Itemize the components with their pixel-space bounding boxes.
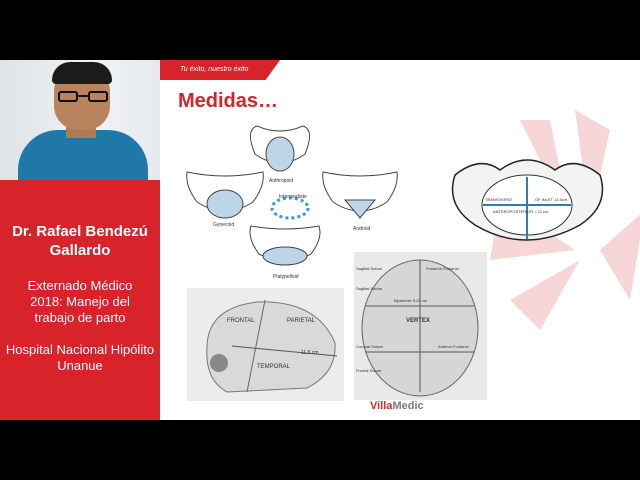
pelvis-gynecoid [187, 172, 264, 228]
svg-text:Sagittal Suture: Sagittal Suture [356, 286, 383, 291]
slide-title: Medidas… [178, 90, 279, 112]
pelvis-android [323, 172, 398, 232]
svg-text:PARIETAL: PARIETAL [287, 318, 316, 324]
villamedic-logo: VillaMedic [370, 400, 424, 412]
presenter-info [0, 180, 160, 420]
pelvis-platypelloid [250, 226, 320, 280]
svg-text:Anthropoid: Anthropoid [269, 178, 294, 184]
glasses-icon [58, 91, 108, 103]
slogan-text: Tu éxito, nuestro éxito [180, 66, 249, 73]
pelvis-inlet-diagram [445, 135, 610, 255]
pelvis-intermediate [272, 194, 308, 218]
svg-text:OF INLET 13.5cm: OF INLET 13.5cm [535, 197, 568, 202]
skull-top-image [354, 252, 487, 400]
course-title: Externado Médico 2018: Manejo del trabajo de parto [27, 278, 133, 325]
svg-text:Biparietal: 9.25 cm: Biparietal: 9.25 cm [394, 298, 428, 303]
skull-side-image [187, 288, 344, 401]
hospital-name: Hospital Nacional Hipólito Unanue [5, 342, 155, 373]
svg-text:TEMPORAL: TEMPORAL [257, 364, 291, 370]
svg-text:TRANSVERSE: TRANSVERSE [485, 197, 513, 202]
svg-text:FRONTAL: FRONTAL [227, 318, 255, 324]
svg-text:Frontal Suture: Frontal Suture [356, 368, 382, 373]
svg-text:ANTEROPOSTERIOR = 11 cm: ANTEROPOSTERIOR = 11 cm [493, 209, 549, 214]
pelvis-anthropoid [250, 126, 309, 184]
svg-text:Android: Android [353, 226, 371, 232]
svg-text:Gynecoid: Gynecoid [213, 222, 235, 228]
svg-text:Platypelloid: Platypelloid [273, 274, 299, 280]
svg-text:Coronal Suture: Coronal Suture [356, 344, 383, 349]
slide [160, 60, 640, 420]
webcam-feed [0, 60, 160, 180]
presenter-name: Dr. Rafael Bendezú Gallardo [12, 223, 148, 259]
svg-text:VERTEX: VERTEX [406, 318, 431, 324]
svg-text:Sagittal Suture: Sagittal Suture [356, 266, 383, 271]
svg-text:Intermediate: Intermediate [279, 194, 307, 200]
video-frame [0, 60, 640, 420]
presenter-panel [0, 60, 160, 420]
svg-text:Anterior Fontanel: Anterior Fontanel [438, 344, 469, 349]
svg-text:11.5 cm: 11.5 cm [301, 350, 319, 356]
svg-text:Posterior Fontanel: Posterior Fontanel [426, 266, 459, 271]
